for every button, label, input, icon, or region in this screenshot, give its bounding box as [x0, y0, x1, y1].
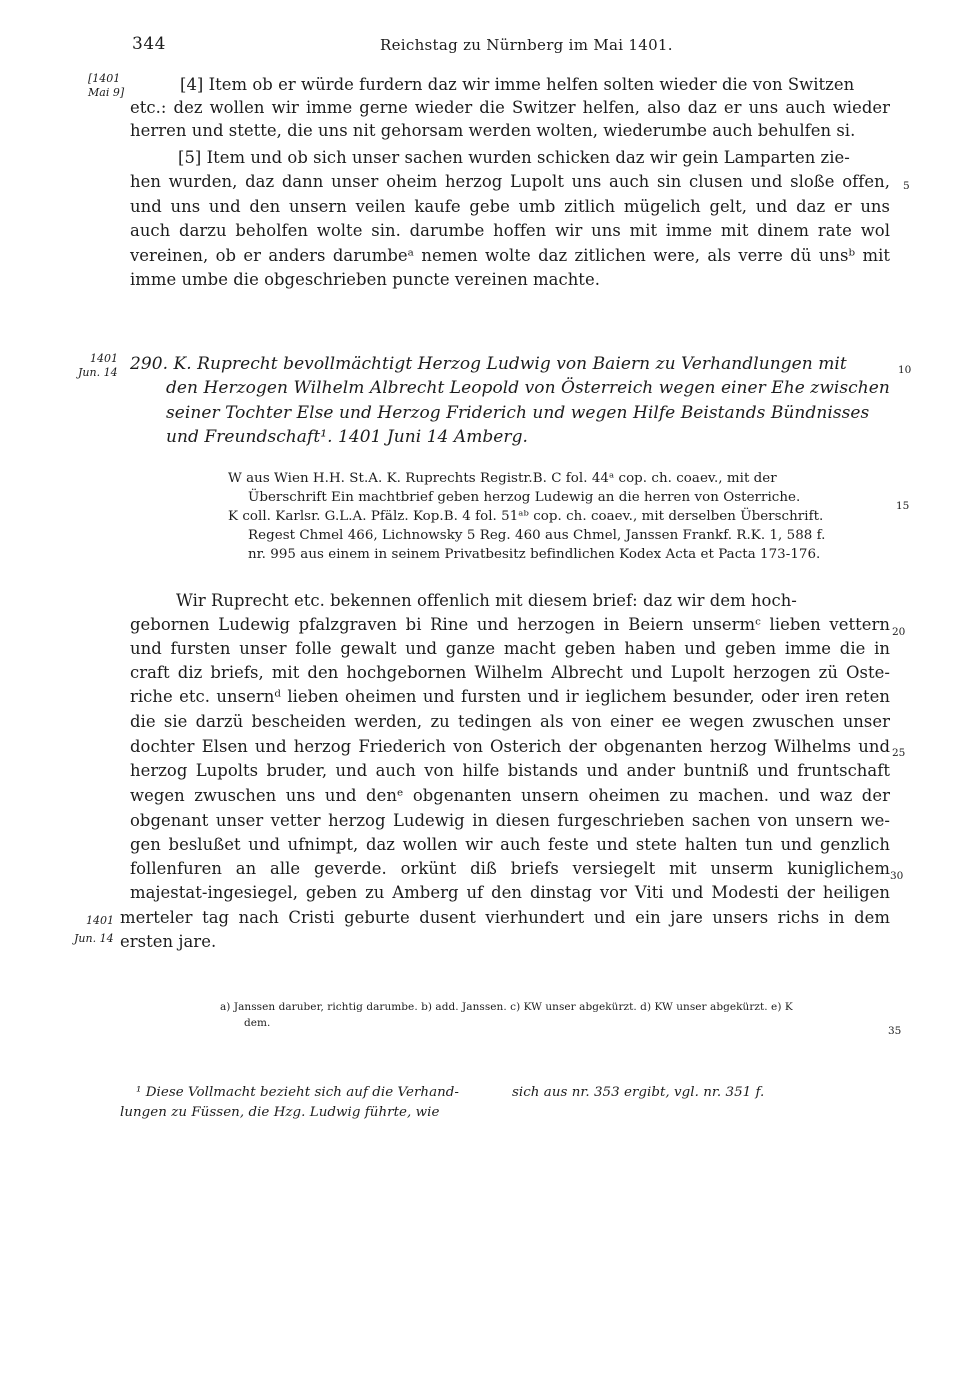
- margin-date-main-line2: Jun. 14: [74, 932, 114, 945]
- section4-line: herren und stette, die uns nit gehorsam werden wolten, wiederumbe auch behulfen si.: [130, 121, 856, 140]
- line-number: 10: [898, 364, 912, 376]
- line-number: 30: [890, 870, 904, 882]
- document-heading-line: und Freundschaft¹. 1401 Juni 14 Amberg.: [166, 427, 528, 447]
- footnote-right-line: sich aus nr. 353 ergibt, vgl. nr. 351 f.: [512, 1085, 765, 1100]
- main-text-line: Wir Ruprecht etc. bekennen offenlich mit diesem brief: daz wir dem hoch-: [176, 591, 797, 610]
- margin-date-main-line1: 1401: [86, 914, 114, 927]
- source-line: nr. 995 aus einem in seinem Privatbesitz befindlichen Kodex Acta et Pacta 173-176.: [248, 547, 821, 562]
- apparatus-line: a) Janssen daruber, richtig darumbe. b) add. Janssen. c) KW unser abgekürzt. d) KW unser abgekürzt. e) K: [220, 1001, 793, 1013]
- main-text-line: die sie darzü bescheiden werden, zu tedingen als von einer ee wegen zwuschen unser: [130, 712, 890, 731]
- main-text-line: gen beslußet und ufnimpt, daz wollen wir auch feste und stete halten tun und genzlich: [130, 835, 890, 854]
- main-text-line: gebornen Ludewig pfalzgraven bi Rine und herzogen in Beiern unsermᶜ lieben vettern: [130, 615, 890, 634]
- margin-date-section4-line2: Mai 9]: [88, 86, 125, 99]
- section5-line: imme umbe die obgeschrieben puncte vereinen machte.: [130, 270, 600, 289]
- main-text-line: merteler tag nach Cristi geburte dusent vierhundert und ein jare unsers richs in dem: [120, 908, 890, 927]
- source-line: K coll. Karlsr. G.L.A. Pfälz. Kop.B. 4 fol. 51ᵃᵇ cop. ch. coaev., mit derselben Überschrift.: [228, 509, 824, 524]
- margin-date-section4-line1: [1401: [88, 72, 121, 85]
- line-number: 25: [892, 747, 906, 759]
- main-text-line: riche etc. unsernᵈ lieben oheimen und fursten und ir ieglichem besunder, oder iren reten: [130, 687, 890, 706]
- section4-line: [4] Item ob er würde furdern daz wir imme helfen solten wieder die von Switzen: [180, 75, 855, 94]
- source-line: Überschrift Ein machtbrief geben herzog Ludewig an die herren von Osterriche.: [248, 490, 801, 505]
- main-text-line: follenfuren an alle geverde. orkünt diß briefs versiegelt mit unserm kuniglichem: [130, 859, 890, 878]
- section4-line: etc.: dez wollen wir imme gerne wieder die Switzer helfen, also daz er uns auch wieder: [130, 98, 890, 117]
- main-text-line: herzog Lupolts bruder, und auch von hilfe bistands und ander buntniß und fruntschaft: [130, 761, 890, 780]
- line-number: 5: [903, 180, 910, 192]
- section5-line: auch darzu beholfen wolte sin. darumbe hoffen wir uns mit imme mit dinem rate wol: [130, 221, 890, 240]
- document-heading-line: 290. K. Ruprecht bevollmächtigt Herzog Ludwig von Baiern zu Verhandlungen mit: [130, 354, 847, 374]
- section5-line: hen wurden, daz dann unser oheim herzog Lupolt uns auch sin clusen und sloße offen,: [130, 172, 890, 191]
- document-heading-line: seiner Tochter Else und Herzog Friderich und wegen Hilfe Beistands Bündnisses: [166, 403, 870, 423]
- section5-line: vereinen, ob er anders darumbeᵃ nemen wolte daz zitlichen were, als verre dü unsᵇ mit: [130, 246, 890, 265]
- main-text-line: und fursten unser folle gewalt und ganze macht geben haben und geben imme die in: [130, 639, 890, 658]
- apparatus-line: dem.: [244, 1017, 271, 1029]
- source-line: W aus Wien H.H. St.A. K. Ruprechts Registr.B. C fol. 44ᵃ cop. ch. coaev., mit der: [228, 471, 777, 486]
- main-text-line: majestat-ingesiegel, geben zu Amberg uf den dinstag vor Viti und Modesti der heiligen: [130, 883, 890, 902]
- main-text-line: ersten jare.: [120, 932, 217, 951]
- margin-date-290-line2: Jun. 14: [78, 366, 118, 379]
- page-number: 344: [132, 34, 166, 54]
- section5-line: [5] Item und ob sich unser sachen wurden schicken daz wir gein Lamparten zie-: [178, 148, 850, 167]
- section5-line: und uns und den unsern veilen kaufe gebe umb zitlich mügelich gelt, und daz er uns: [130, 197, 890, 216]
- margin-date-290-line1: 1401: [90, 352, 118, 365]
- main-text-line: dochter Elsen und herzog Friederich von Osterich der obgenanten herzog Wilhelms und: [130, 737, 890, 756]
- source-line: Regest Chmel 466, Lichnowsky 5 Reg. 460 aus Chmel, Janssen Frankf. R.K. 1, 588 f.: [248, 528, 826, 543]
- document-heading-line: den Herzogen Wilhelm Albrecht Leopold von Österreich wegen einer Ehe zwischen: [166, 378, 890, 398]
- footnote-left-line: lungen zu Füssen, die Hzg. Ludwig führte, wie: [120, 1105, 440, 1120]
- main-text-line: obgenant unser vetter herzog Ludewig in diesen furgeschrieben sachen von unsern we-: [130, 811, 890, 830]
- line-number: 15: [896, 500, 910, 512]
- line-number: 20: [892, 626, 906, 638]
- main-text-line: craft diz briefs, mit den hochgebornen Wilhelm Albrecht und Lupolt herzogen zü Oste-: [130, 663, 890, 682]
- main-text-line: wegen zwuschen uns und denᵉ obgenanten unsern oheimen zu machen. und waz der: [130, 786, 890, 805]
- footnote-left-line: ¹ Diese Vollmacht bezieht sich auf die Verhand-: [136, 1085, 459, 1100]
- line-number: 35: [888, 1025, 902, 1037]
- running-title: Reichstag zu Nürnberg im Mai 1401.: [380, 36, 673, 54]
